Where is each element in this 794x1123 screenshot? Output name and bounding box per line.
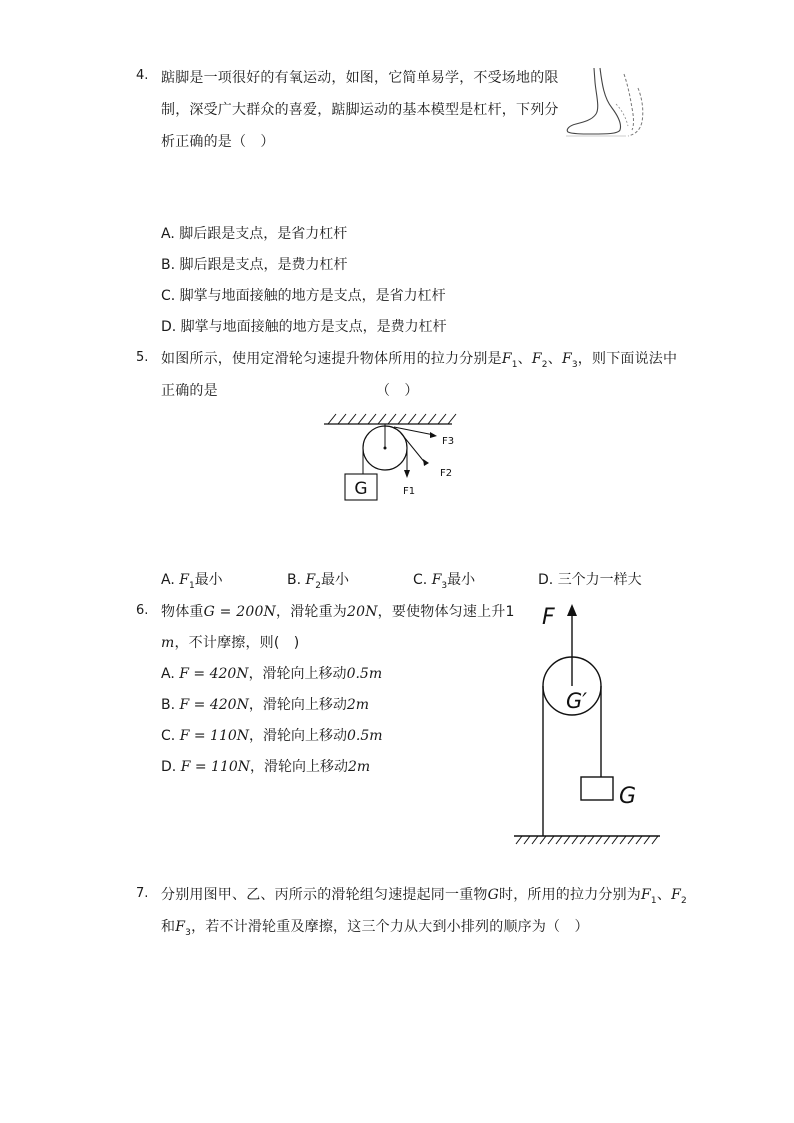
q7-number: 7. — [136, 886, 149, 901]
q4-stem-line-2: 制，深受广大群众的喜爱，踮脚运动的基本模型是杠杆，下列分 — [161, 102, 559, 118]
q4-option-d[interactable]: D. 脚掌与地面接触的地方是支点，是费力杠杆 — [161, 319, 447, 335]
q5-option-b[interactable]: B. $F_2$最小 — [287, 572, 349, 591]
q6-stem-line-1: 物体重G = 200N，滑轮重为20N，要使物体匀速上升1 — [161, 604, 515, 620]
q4-number: 4. — [136, 68, 149, 83]
q5-stem-line-2: 正确的是 — [161, 383, 218, 399]
fixed-pulley-figure — [320, 410, 470, 505]
tiptoe-foot-figure — [562, 64, 662, 144]
q5-number: 5. — [136, 350, 149, 365]
q6-stem-line-2: m，不计摩擦，则( ) — [161, 635, 300, 651]
movable-pulley-figure — [508, 598, 668, 850]
q5-answer-bracket: （ ） — [376, 383, 419, 399]
q5-option-d[interactable]: D. 三个力一样大 — [538, 572, 642, 588]
q5-option-a[interactable]: A. $F_1$最小 — [161, 572, 223, 591]
q6-pulley-label: G′ — [566, 689, 588, 713]
q5-stem-line-1: 如图所示，使用定滑轮匀速提升物体所用的拉力分别是$F_1$、$F_2$、$F_3$，则下面说法中 — [161, 351, 678, 370]
q4-option-c[interactable]: C. 脚掌与地面接触的地方是支点，是省力杠杆 — [161, 288, 446, 304]
q6-number: 6. — [136, 603, 149, 618]
q4-option-b[interactable]: B. 脚后跟是支点，是费力杠杆 — [161, 257, 348, 273]
q5-f3-label: F3 — [442, 436, 455, 447]
q6-force-label: F — [542, 605, 555, 630]
q6-option-d[interactable]: D. F = 110N，滑轮向上移动2m — [161, 759, 371, 775]
q4-stem-line-1: 踮脚是一项很好的有氧运动，如图，它简单易学，不受场地的限 — [161, 70, 559, 86]
q7-stem-line-2: 和$F_3$，若不计滑轮重及摩擦，这三个力从大到小排列的顺序为（ ） — [161, 919, 589, 938]
q6-option-a[interactable]: A. F = 420N，滑轮向上移动0.5m — [161, 666, 383, 682]
q4-option-a[interactable]: A. 脚后跟是支点，是省力杠杆 — [161, 226, 348, 242]
q6-block-label: G — [619, 784, 637, 809]
q5-block-label: G — [354, 479, 368, 499]
q6-option-c[interactable]: C. F = 110N，滑轮向上移动0.5m — [161, 728, 383, 744]
q7-stem-line-1: 分别用图甲、乙、丙所示的滑轮组匀速提起同一重物G时，所用的拉力分别为$F_1$、$F_2$ — [161, 887, 687, 906]
q4-stem-line-3: 析正确的是（ ） — [161, 134, 275, 150]
q5-f1-label: F1 — [403, 486, 416, 497]
q5-option-c[interactable]: C. $F_3$最小 — [413, 572, 476, 591]
q6-option-b[interactable]: B. F = 420N，滑轮向上移动2m — [161, 697, 370, 713]
q5-f2-label: F2 — [440, 468, 453, 479]
